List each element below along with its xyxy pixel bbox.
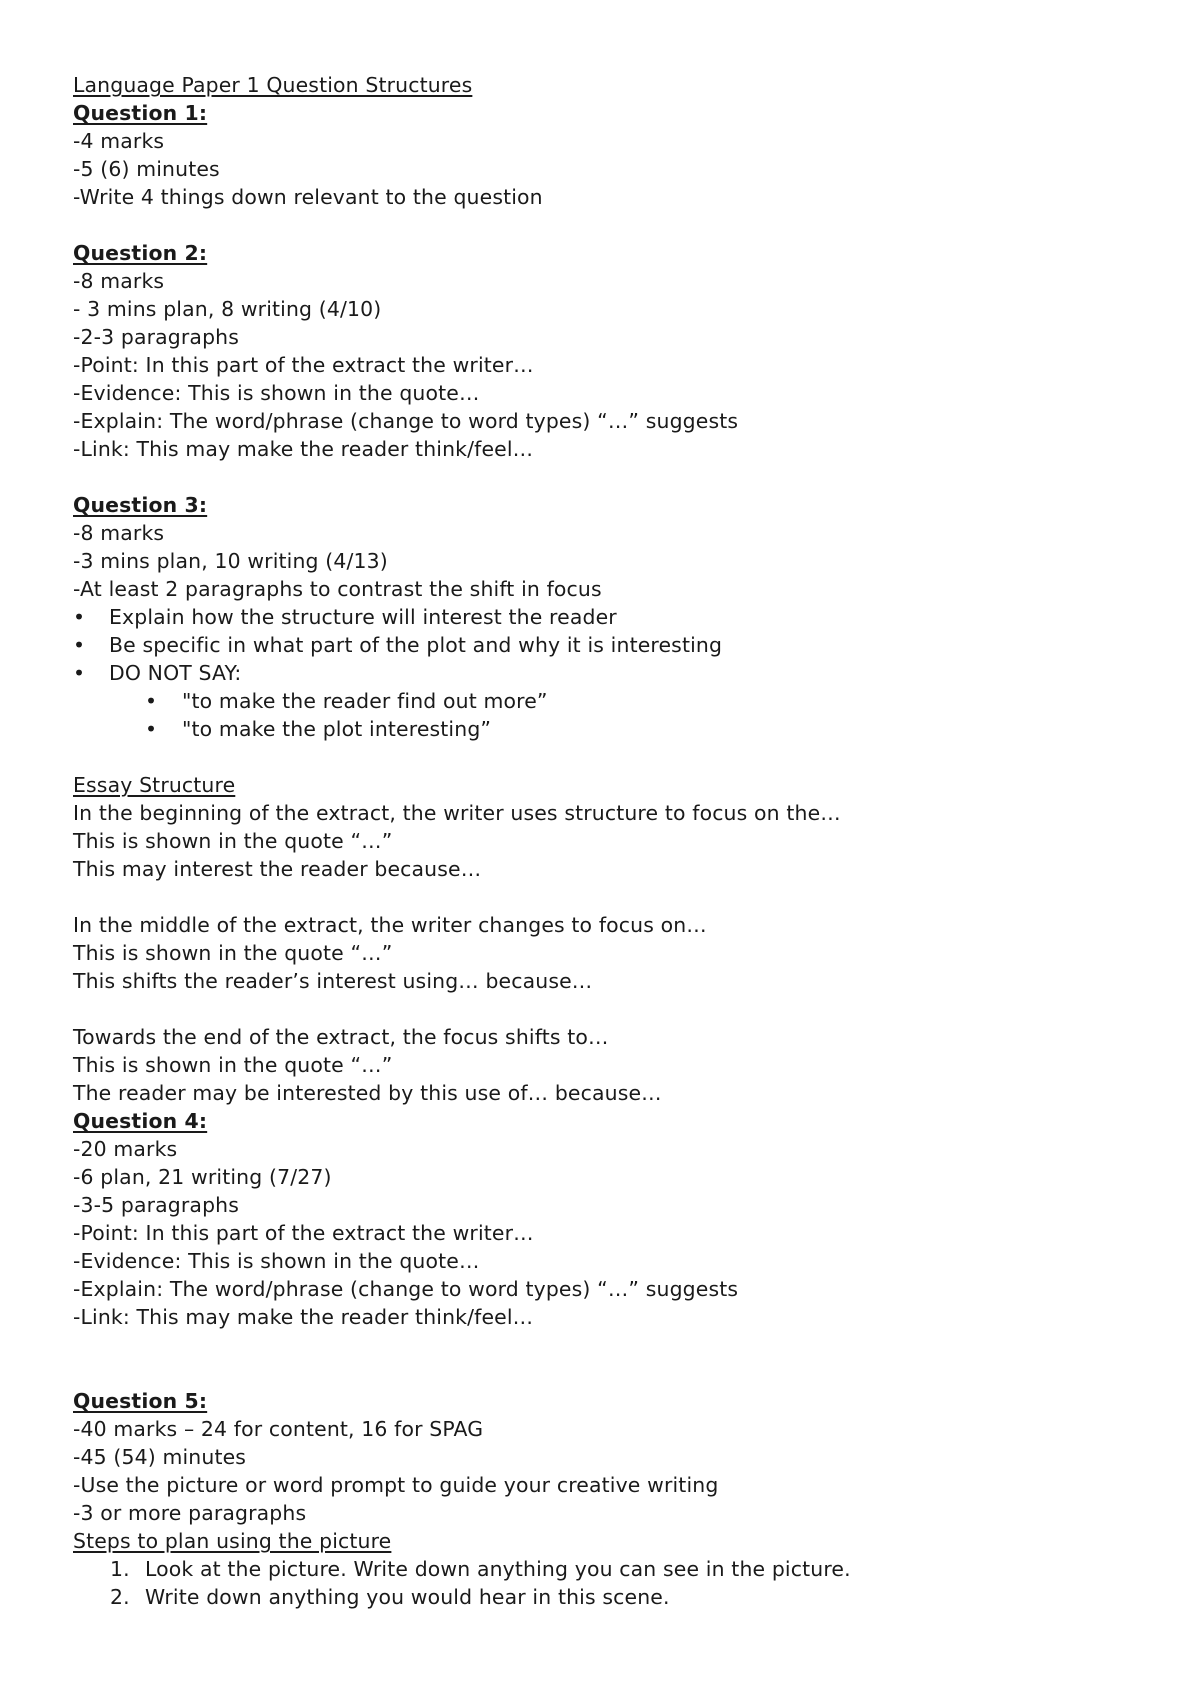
q3-subbullet: [73, 687, 1133, 715]
step-number: 2.: [110, 1585, 130, 1609]
q3-bullet: [73, 631, 1133, 659]
essay-line: This is shown in the quote “…”: [73, 941, 393, 965]
spacer: [73, 211, 1133, 239]
q2-line: -2-3 paragraphs: [73, 325, 240, 349]
step-text: Look at the picture. Write down anything you can see in the picture.: [145, 1557, 851, 1581]
bullet-glyph: •: [73, 661, 86, 685]
q5-line: -40 marks – 24 for content, 16 for SPAG: [73, 1417, 484, 1441]
q4-line: -20 marks: [73, 1137, 178, 1161]
q4-line: -Point: In this part of the extract the writer…: [73, 1221, 534, 1245]
q5-step: [73, 1583, 1133, 1611]
q4-heading: Question 4:: [73, 1109, 208, 1133]
document-page: [73, 71, 1133, 1611]
spacer: [73, 1331, 1133, 1387]
q5-line: -3 or more paragraphs: [73, 1501, 307, 1525]
essay-line: This is shown in the quote “…”: [73, 1053, 393, 1077]
q5-heading: Question 5:: [73, 1389, 208, 1413]
q3-subbullet-text: "to make the reader find out more”: [182, 689, 548, 713]
bullet-glyph: •: [73, 605, 86, 629]
q3-subbullet: [73, 715, 1133, 743]
q4-line: -Evidence: This is shown in the quote…: [73, 1249, 480, 1273]
essay-line: In the beginning of the extract, the writer uses structure to focus on the…: [73, 801, 841, 825]
q1-line: -4 marks: [73, 129, 165, 153]
essay-line: This is shown in the quote “…”: [73, 829, 393, 853]
q4-line: -Link: This may make the reader think/feel…: [73, 1305, 534, 1329]
essay-line: Towards the end of the extract, the focus shifts to…: [73, 1025, 609, 1049]
q2-line: - 3 mins plan, 8 writing (4/10): [73, 297, 382, 321]
q2-line: -Link: This may make the reader think/feel…: [73, 437, 534, 461]
q4-line: -6 plan, 21 writing (7/27): [73, 1165, 332, 1189]
essay-line: This may interest the reader because…: [73, 857, 482, 881]
document-title: Language Paper 1 Question Structures: [73, 73, 473, 97]
q4-line: -Explain: The word/phrase (change to word types) “…” suggests: [73, 1277, 739, 1301]
q3-bullet-text: Be specific in what part of the plot and why it is interesting: [109, 633, 723, 657]
q2-line: -8 marks: [73, 269, 165, 293]
q3-line: -3 mins plan, 10 writing (4/13): [73, 549, 388, 573]
spacer: [73, 743, 1133, 771]
q2-line: -Evidence: This is shown in the quote…: [73, 381, 480, 405]
step-text: Write down anything you would hear in this scene.: [145, 1585, 670, 1609]
essay-line: In the middle of the extract, the writer changes to focus on…: [73, 913, 707, 937]
q2-line: -Explain: The word/phrase (change to word types) “…” suggests: [73, 409, 739, 433]
bullet-glyph: •: [73, 633, 86, 657]
q3-line: -8 marks: [73, 521, 165, 545]
q3-bullet-text: Explain how the structure will interest the reader: [109, 605, 617, 629]
q5-step: [73, 1555, 1133, 1583]
q2-line: -Point: In this part of the extract the writer…: [73, 353, 534, 377]
q5-line: -45 (54) minutes: [73, 1445, 247, 1469]
q3-bullet: [73, 659, 1133, 687]
q2-heading: Question 2:: [73, 241, 208, 265]
q3-heading: Question 3:: [73, 493, 208, 517]
essay-line: This shifts the reader’s interest using… because…: [73, 969, 593, 993]
step-number: 1.: [110, 1557, 130, 1581]
q4-line: -3-5 paragraphs: [73, 1193, 240, 1217]
q1-line: -5 (6) minutes: [73, 157, 220, 181]
essay-line: The reader may be interested by this use of… because…: [73, 1081, 662, 1105]
bullet-glyph: •: [145, 717, 158, 741]
q3-bullet-text: DO NOT SAY:: [109, 661, 242, 685]
q1-heading: Question 1:: [73, 101, 208, 125]
bullet-glyph: •: [145, 689, 158, 713]
essay-heading: Essay Structure: [73, 773, 236, 797]
q5-line: -Use the picture or word prompt to guide your creative writing: [73, 1473, 719, 1497]
q3-subbullet-text: "to make the plot interesting”: [182, 717, 492, 741]
spacer: [73, 463, 1133, 491]
q3-bullet: [73, 603, 1133, 631]
spacer: [73, 883, 1133, 911]
q5-steps-heading: Steps to plan using the picture: [73, 1529, 392, 1553]
q3-line: -At least 2 paragraphs to contrast the shift in focus: [73, 577, 602, 601]
q1-line: -Write 4 things down relevant to the question: [73, 185, 543, 209]
spacer: [73, 995, 1133, 1023]
